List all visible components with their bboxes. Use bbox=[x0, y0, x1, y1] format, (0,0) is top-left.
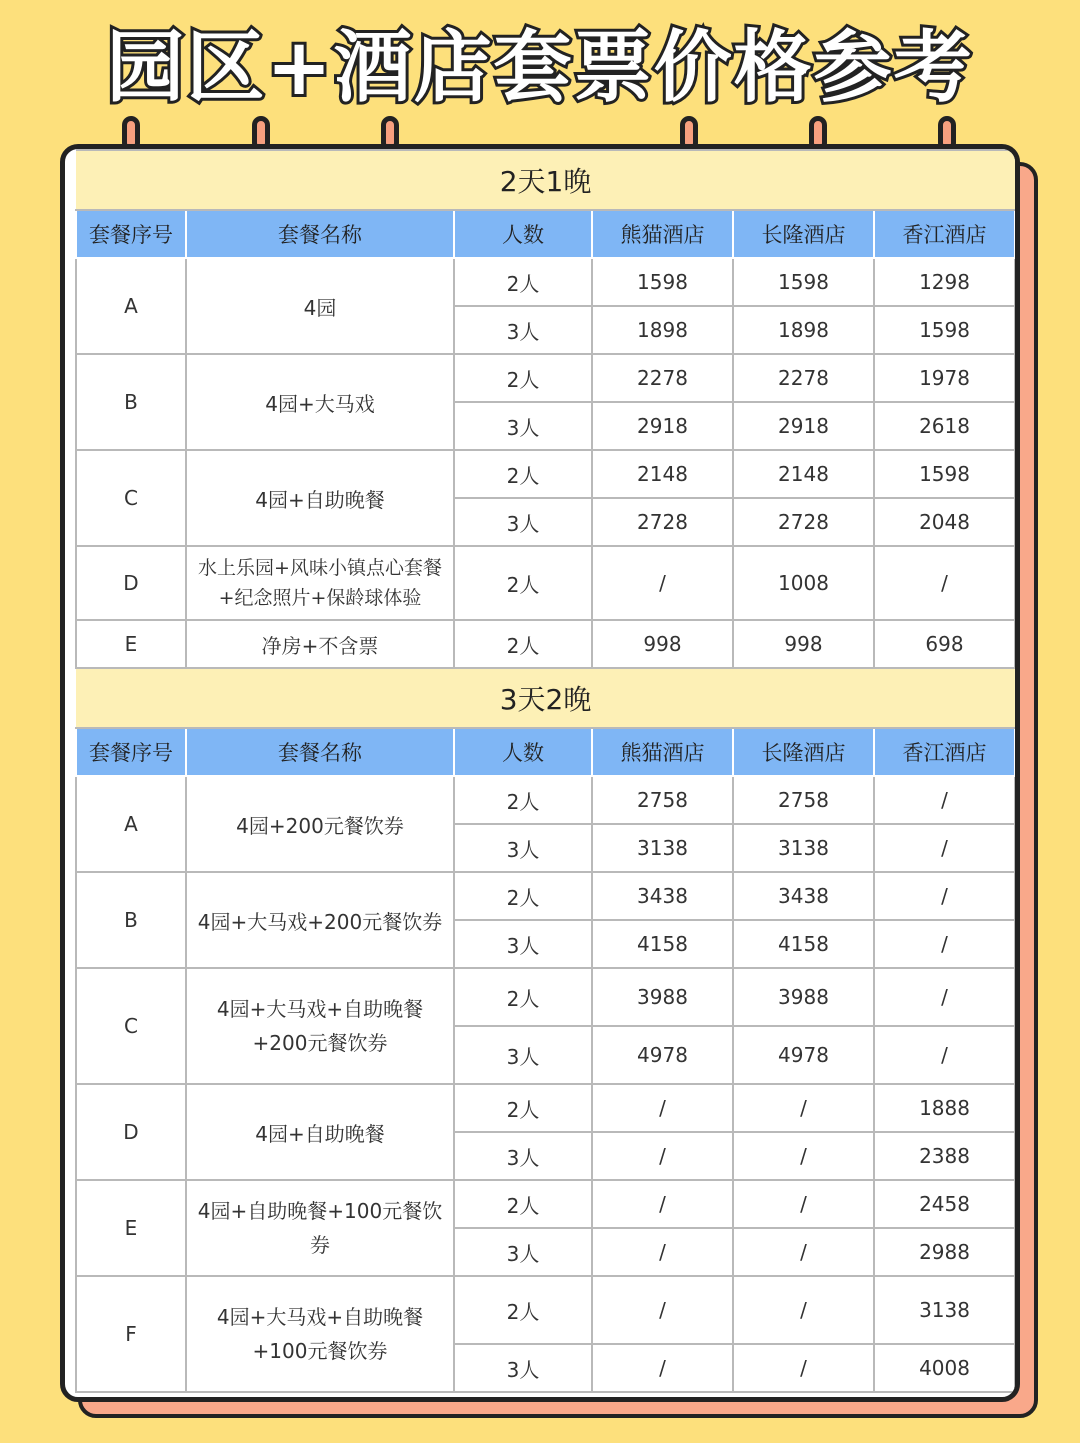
price-xiangjiang: 698 bbox=[874, 620, 1015, 668]
people-count: 3人 bbox=[454, 498, 592, 546]
price-xiangjiang: / bbox=[874, 546, 1015, 620]
price-panda: / bbox=[592, 1180, 733, 1228]
price-panda: / bbox=[592, 1132, 733, 1180]
package-name-line: 4园+大马戏+自助晚餐 bbox=[216, 997, 424, 1021]
people-count: 3人 bbox=[454, 1344, 592, 1392]
price-changlong: 2918 bbox=[733, 402, 874, 450]
price-changlong: 4978 bbox=[733, 1026, 874, 1084]
table-row bbox=[76, 1276, 1015, 1344]
price-xiangjiang: 2388 bbox=[874, 1132, 1015, 1180]
price-changlong: 2758 bbox=[733, 776, 874, 824]
package-code: C bbox=[76, 968, 186, 1084]
people-count: 2人 bbox=[454, 546, 592, 620]
price-panda: 2278 bbox=[592, 354, 733, 402]
package-name: 4园+大马戏 bbox=[186, 354, 454, 450]
column-header-row bbox=[76, 728, 1015, 776]
col-header-people: 人数 bbox=[454, 210, 592, 258]
price-changlong: 4158 bbox=[733, 920, 874, 968]
price-panda: / bbox=[592, 1084, 733, 1132]
price-xiangjiang: 2988 bbox=[874, 1228, 1015, 1276]
package-name-line: +100元餐饮券 bbox=[252, 1339, 388, 1363]
price-xiangjiang: 4008 bbox=[874, 1344, 1015, 1392]
col-header-changlong-hotel: 长隆酒店 bbox=[733, 210, 874, 258]
price-changlong: / bbox=[733, 1344, 874, 1392]
col-header-panda-hotel: 熊猫酒店 bbox=[592, 210, 733, 258]
section-header bbox=[76, 150, 1015, 210]
people-count: 2人 bbox=[454, 258, 592, 306]
price-changlong: / bbox=[733, 1228, 874, 1276]
package-name: 4园 bbox=[186, 258, 454, 354]
price-panda: 2728 bbox=[592, 498, 733, 546]
col-header-people: 人数 bbox=[454, 728, 592, 776]
price-panda: 998 bbox=[592, 620, 733, 668]
package-code: B bbox=[76, 354, 186, 450]
package-name-line: 水上乐园+风味小镇点心套餐 bbox=[198, 557, 442, 579]
people-count: 2人 bbox=[454, 620, 592, 668]
package-code: E bbox=[76, 1180, 186, 1276]
section-label: 2天1晚 bbox=[76, 150, 1015, 210]
col-header-name: 套餐名称 bbox=[186, 728, 454, 776]
column-header-row bbox=[76, 210, 1015, 258]
people-count: 2人 bbox=[454, 776, 592, 824]
price-changlong: 3988 bbox=[733, 968, 874, 1026]
table-row bbox=[76, 546, 1015, 620]
package-code: B bbox=[76, 872, 186, 968]
people-count: 3人 bbox=[454, 824, 592, 872]
col-header-name: 套餐名称 bbox=[186, 210, 454, 258]
table-row bbox=[76, 1180, 1015, 1228]
price-changlong: 2148 bbox=[733, 450, 874, 498]
price-changlong: / bbox=[733, 1180, 874, 1228]
table-row bbox=[76, 450, 1015, 498]
price-xiangjiang: 2048 bbox=[874, 498, 1015, 546]
price-panda: 3988 bbox=[592, 968, 733, 1026]
price-xiangjiang: 1978 bbox=[874, 354, 1015, 402]
price-changlong: / bbox=[733, 1132, 874, 1180]
people-count: 3人 bbox=[454, 1228, 592, 1276]
people-count: 2人 bbox=[454, 1180, 592, 1228]
price-panda: 1898 bbox=[592, 306, 733, 354]
package-code: D bbox=[76, 1084, 186, 1180]
price-xiangjiang: / bbox=[874, 968, 1015, 1026]
people-count: 2人 bbox=[454, 1084, 592, 1132]
price-changlong: 2278 bbox=[733, 354, 874, 402]
package-code: A bbox=[76, 776, 186, 872]
package-name-line: 4园+自助晚餐+100元餐饮 bbox=[197, 1199, 443, 1223]
price-changlong: 1598 bbox=[733, 258, 874, 306]
price-panda: 4158 bbox=[592, 920, 733, 968]
people-count: 2人 bbox=[454, 354, 592, 402]
col-header-code: 套餐序号 bbox=[76, 210, 186, 258]
col-header-xiangjiang-hotel: 香江酒店 bbox=[874, 210, 1015, 258]
price-changlong: / bbox=[733, 1084, 874, 1132]
table-row bbox=[76, 776, 1015, 824]
price-panda: 2148 bbox=[592, 450, 733, 498]
price-xiangjiang: / bbox=[874, 1026, 1015, 1084]
price-changlong: 3438 bbox=[733, 872, 874, 920]
package-name: 4园+自助晚餐 bbox=[186, 450, 454, 546]
price-panda: / bbox=[592, 546, 733, 620]
people-count: 2人 bbox=[454, 872, 592, 920]
people-count: 2人 bbox=[454, 450, 592, 498]
package-name bbox=[186, 968, 454, 1084]
table-row bbox=[76, 968, 1015, 1026]
price-panda: 4978 bbox=[592, 1026, 733, 1084]
price-panda: / bbox=[592, 1228, 733, 1276]
table-row bbox=[76, 620, 1015, 668]
price-table bbox=[75, 149, 1016, 1393]
price-card bbox=[60, 144, 1020, 1402]
price-xiangjiang: / bbox=[874, 920, 1015, 968]
price-changlong: 3138 bbox=[733, 824, 874, 872]
package-name: 4园+大马戏+200元餐饮券 bbox=[186, 872, 454, 968]
price-xiangjiang: / bbox=[874, 776, 1015, 824]
package-name: 4园+自助晚餐 bbox=[186, 1084, 454, 1180]
package-name-line: +200元餐饮券 bbox=[252, 1031, 388, 1055]
col-header-xiangjiang-hotel: 香江酒店 bbox=[874, 728, 1015, 776]
people-count: 3人 bbox=[454, 920, 592, 968]
price-xiangjiang: 2618 bbox=[874, 402, 1015, 450]
package-name bbox=[186, 1180, 454, 1276]
people-count: 2人 bbox=[454, 1276, 592, 1344]
package-name-line: 4园+大马戏+自助晚餐 bbox=[216, 1305, 424, 1329]
price-panda: / bbox=[592, 1344, 733, 1392]
people-count: 2人 bbox=[454, 968, 592, 1026]
page-title: 园区+酒店套票价格参考 bbox=[106, 23, 974, 113]
package-name-line: 券 bbox=[310, 1233, 330, 1257]
price-xiangjiang: 1598 bbox=[874, 450, 1015, 498]
price-changlong: 1898 bbox=[733, 306, 874, 354]
price-xiangjiang: 1888 bbox=[874, 1084, 1015, 1132]
price-xiangjiang: 1598 bbox=[874, 306, 1015, 354]
price-changlong: 1008 bbox=[733, 546, 874, 620]
price-xiangjiang: 2458 bbox=[874, 1180, 1015, 1228]
price-xiangjiang: / bbox=[874, 872, 1015, 920]
people-count: 3人 bbox=[454, 1132, 592, 1180]
price-changlong: 2728 bbox=[733, 498, 874, 546]
price-changlong: / bbox=[733, 1276, 874, 1344]
package-code: C bbox=[76, 450, 186, 546]
price-panda: 1598 bbox=[592, 258, 733, 306]
package-name bbox=[186, 546, 454, 620]
table-row bbox=[76, 258, 1015, 306]
price-panda: 2758 bbox=[592, 776, 733, 824]
package-code: D bbox=[76, 546, 186, 620]
package-code: E bbox=[76, 620, 186, 668]
package-name-line: +纪念照片+保龄球体验 bbox=[218, 587, 422, 609]
price-panda: 3438 bbox=[592, 872, 733, 920]
package-name bbox=[186, 1276, 454, 1392]
price-panda: 2918 bbox=[592, 402, 733, 450]
price-xiangjiang: / bbox=[874, 824, 1015, 872]
people-count: 3人 bbox=[454, 1026, 592, 1084]
table-row bbox=[76, 354, 1015, 402]
price-changlong: 998 bbox=[733, 620, 874, 668]
section-header bbox=[76, 668, 1015, 728]
people-count: 3人 bbox=[454, 306, 592, 354]
price-panda: / bbox=[592, 1276, 733, 1344]
price-xiangjiang: 1298 bbox=[874, 258, 1015, 306]
col-header-code: 套餐序号 bbox=[76, 728, 186, 776]
package-name: 4园+200元餐饮券 bbox=[186, 776, 454, 872]
package-code: A bbox=[76, 258, 186, 354]
col-header-panda-hotel: 熊猫酒店 bbox=[592, 728, 733, 776]
price-xiangjiang: 3138 bbox=[874, 1276, 1015, 1344]
price-panda: 3138 bbox=[592, 824, 733, 872]
table-row bbox=[76, 1084, 1015, 1132]
table-row bbox=[76, 872, 1015, 920]
package-name: 净房+不含票 bbox=[186, 620, 454, 668]
package-code: F bbox=[76, 1276, 186, 1392]
people-count: 3人 bbox=[454, 402, 592, 450]
col-header-changlong-hotel: 长隆酒店 bbox=[733, 728, 874, 776]
section-label: 3天2晚 bbox=[76, 668, 1015, 728]
